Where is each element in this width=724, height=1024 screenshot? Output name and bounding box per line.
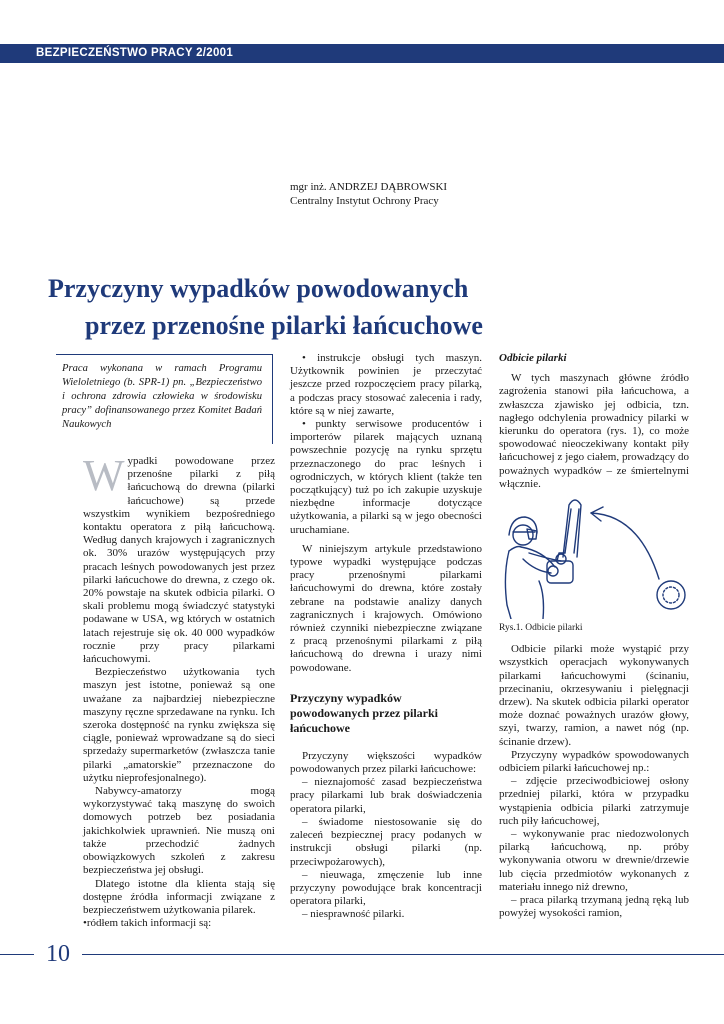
- drop-cap: W: [83, 451, 125, 500]
- article-title: [48, 270, 708, 344]
- title-line-1: Przyczyny wypadków powodowanych: [48, 274, 469, 303]
- figure-kickback: [499, 495, 689, 619]
- author-affiliation: Centralny Instytut Ochrony Pracy: [290, 195, 439, 207]
- list-item: – nieuwaga, zmęczenie lub inne przyczyny powodujące brak koncentracji operatora pilarki,: [290, 868, 482, 908]
- bullet-item: • punkty serwisowe producentów i importerów pilarek mających uznaną powszechnie pozycję na rynku sprzętu przeznaczonego do prac leśnych i ogrodniczych, w których klient (także ten początkujący) tuż po ich zakupie uzyskuje niezbędne informacje dotyczące użytkowania, a pilarki są w jego obecności uruchamiane.: [290, 418, 482, 536]
- list-item: – niesprawność pilarki.: [302, 908, 405, 921]
- paragraph: [83, 451, 275, 666]
- list-item: – nieznajomość zasad bezpieczeństwa pracy pilarkami lub brak doświadczenia operatora pilarki,: [290, 776, 482, 815]
- list-item: – praca pilarką trzymaną jedną ręką lub powyżej wysokości ramion,: [499, 894, 689, 920]
- list-item: – zdjęcie przeciwodbiciowej osłony przedniej pilarki, która w przypadku wystąpienia odbicia pilarki zatrzymuje ruch piły łańcuchowej,: [499, 775, 689, 827]
- title-line-2: przez przenośne pilarki łańcuchowe: [85, 311, 483, 340]
- paragraph: Bezpieczeństwo użytkowania tych maszyn jest istotne, ponieważ są one uważane za najbardziej niebezpieczne maszyny ręczne sprzedawane na rynku. Ich szeroka dostępność na rynku zwiększa się ciągle, ponieważ wprowadzane są do sieci sprzedaży supermarketów (zwłaszcza tanie pilarki „amatorskie” przeznaczone do użytku nieprofesjonalnego).: [83, 666, 275, 784]
- column-3: [499, 352, 689, 921]
- section-heading: Przyczyny wypadków powodowanych przez pilarki łańcuchowe: [290, 690, 439, 735]
- paragraph: W tych maszynach główne źródło zagrożenia stanowi piła łańcuchowa, a zwłaszcza zjawisko jej odbicia, tzn. nagłego odchylenia prowadnicy pilarki w kierunku do operatora (rys. 1), co może spowodować nieoczekiwany kontakt piły łańcuchowej z jego ciałem, prowadzący do poważnych wypadków – ze śmiertelnymi włącznie.: [499, 372, 689, 490]
- figure-caption: Rys.1. Odbicie pilarki: [499, 623, 583, 634]
- author-name: mgr inż. ANDRZEJ DĄBROWSKI: [290, 181, 448, 193]
- column-1: [83, 451, 275, 930]
- column-2: [290, 352, 482, 922]
- paragraph: Nabywcy-amatorzy mogą wykorzystywać taką maszynę do swoich domowych potrzeb bez posiadania jakichkolwiek uprawnień. Nie muszą oni także przechodzić żadnych obowiązkowych szkoleń z zakresu bezpieczeństwa jej obsługi.: [83, 785, 275, 877]
- paragraph: Dlatego istotne dla klienta stają się dostępne źródła informacji związane z bezpieczeństwem użytkowania pilarek.: [83, 877, 275, 916]
- list-item: – wykonywanie prac niedozwolonych pilarką łańcuchową, np. próby wykonywania otworu w drewnie/drzewie lub cięcia przedmiotów wykonanych z materiału innego niż drewno,: [499, 828, 689, 893]
- paragraph: •ródłem takich informacji są:: [83, 917, 212, 930]
- kickback-illustration: [499, 495, 689, 619]
- bullet-item: • instrukcje obsługi tych maszyn. Użytkownik powinien je przeczytać jeszcze przed rozpoczęciem pracy pilarką, a podczas pracy stosować zalecenia i rady, które są w niej zawarte,: [290, 352, 482, 417]
- paragraph: Przyczyny wypadków spowodowanych odbiciem pilarki łańcuchowej np.:: [499, 748, 689, 775]
- list-item: – świadome niestosowanie się do zaleceń bezpiecznej pracy podanych w instrukcji obsługi pilarki (np. przeciwpożarowych),: [290, 815, 482, 868]
- paragraph: Odbicie pilarki może wystąpić przy wszystkich operacjach wykonywanych pilarkami łańcuchowymi (ścinaniu, przecinaniu, okrzesywaniu i pielęgnacji drzew). Na skutek odbicia pilarki operator może doznać poważnych urazów głowy, szyi, twarzy, ramion, a nawet nóg (np. ścinanie drzew).: [499, 643, 689, 748]
- paragraph: W niniejszym artykule przedstawiono typowe wypadki występujące podczas pracy przenośnymi pilarkami łańcuchowymi do drewna, które zostały zebrane na podstawie analizy danych zagranicznych i krajowych. Omówiono również czynniki niebezpieczne związane z pracą przenośnymi pilarkami z piłą łańcuchową do drewna i urazy nimi powodowane.: [290, 542, 482, 674]
- page-number: 10: [46, 941, 70, 967]
- paragraph-text: ypadki powodowane przez przenośne pilarki z piłą łańcuchową do drewna (pilarki łańcuchowe) są przede wszystkim wynikiem bezpośredniego kontaktu operatora z piłą łańcuchową. Według danych krajowych i zagranicznych ok. 30% urazów występujących przy pracach leśnych powodowanych jest przez pilarki łańcuchowe do drewna, z czego ok. 20% powstaje na skutek odbicia pilarki. O skali problemu mogą świadczyć statystyki podawane w USA, wg których w ostatnich latach rejestruje się ok. 40 000 wypadków rocznie przy pracy pilarkami łańcuchowymi.: [83, 455, 275, 666]
- footer-rule: [0, 954, 724, 955]
- paragraph: Przyczyny większości wypadków powodowanych przez pilarki łańcuchowe:: [290, 749, 482, 776]
- journal-header: BEZPIECZEŃSTWO PRACY 2/2001: [36, 47, 234, 59]
- author-block: [290, 180, 447, 208]
- section-heading-kickback: Odbicie pilarki: [499, 352, 567, 364]
- abstract-box: Praca wykonana w ramach Programu Wieloletniego (b. SPR-1) pn. „Bezpieczeństwo i ochrona zdrowia człowieka w środowisku pracy” dofinansowanego przez Komitet Badań Naukowych: [56, 354, 273, 444]
